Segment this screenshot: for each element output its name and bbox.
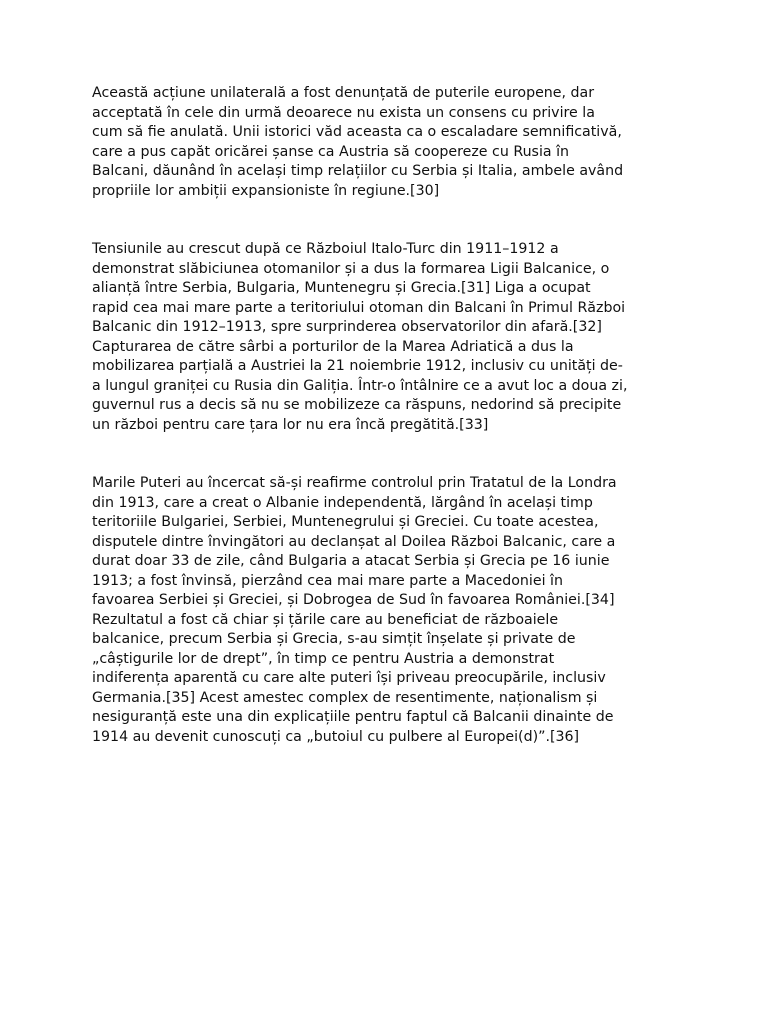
paragraph-2: Tensiunile au crescut după ce Războiul Italo-Turc din 1911–1912 a demonstrat slăbiciunea otomanilor și a dus la formarea Ligii Balcanice, o alianță între Serbia, Bulgaria, Muntenegru și Grecia.[31] Liga a ocupat rapid cea mai mare parte a teritoriului otoman din Balcani în Primul Război Balcanic din 1912–1913, spre surprinderea observatorilor din afară.[32] Capturarea de către sârbi a porturilor de la Marea Adriatică a dus la mobilizarea parțială a Austriei la 21 noiembrie 1912, inclusiv cu unități de- a lungul graniței cu Rusia din Galiția. Într-o întâlnire ce a avut loc a doua zi, guvernul rus a decis să nu se mobilizeze ca răspuns, nedorind să precipite un război pentru care țara lor nu era încă pregătită.[33]	[92, 241, 628, 433]
paragraph-3: Marile Puteri au încercat să-și reafirme controlul prin Tratatul de la Londra din 1913, care a creat o Albanie independentă, lărgând în același timp teritoriile Bulgariei, Serbiei, Muntenegrului și Greciei. Cu toate acestea, disputele dintre învingători au declanșat al Doilea Război Balcanic, care a durat doar 33 de zile, când Bulgaria a atacat Serbia și Grecia pe 16 iunie 1913; a fost învinsă, pierzând cea mai mare parte a Macedoniei în favoarea Serbiei și Greciei, și Dobrogea de Sud în favoarea României.[34] Rezultatul a fost că chiar și țările care au beneficiat de războaiele balcanice, precum Serbia și Grecia, s-au simțit înșelate și private de „câștigurile lor de drept”, în timp ce pentru Austria a demonstrat indiferența aparentă cu care alte puteri își priveau preocupările, inclusiv Germania.[35] Acest amestec complex de resentimente, naționalism și nesiguranță este una din explicațiile pentru faptul că Balcanii dinainte de 1914 au devenit cunoscuți ca „butoiul cu pulbere al Europei(d)”.[36]	[92, 475, 617, 745]
document-body	[92, 84, 692, 747]
paragraph-1: Această acțiune unilaterală a fost denunțată de puterile europene, dar acceptată în cele din urmă deoarece nu exista un consens cu privire la cum să fie anulată. Unii istorici văd aceasta ca o escaladare semnificativă, care a pus capăt oricărei șanse ca Austria să coopereze cu Rusia în Balcani, dăunând în același timp relațiilor cu Serbia și Italia, ambele având propriile lor ambiții expansioniste în regiune.[30]	[92, 85, 624, 199]
